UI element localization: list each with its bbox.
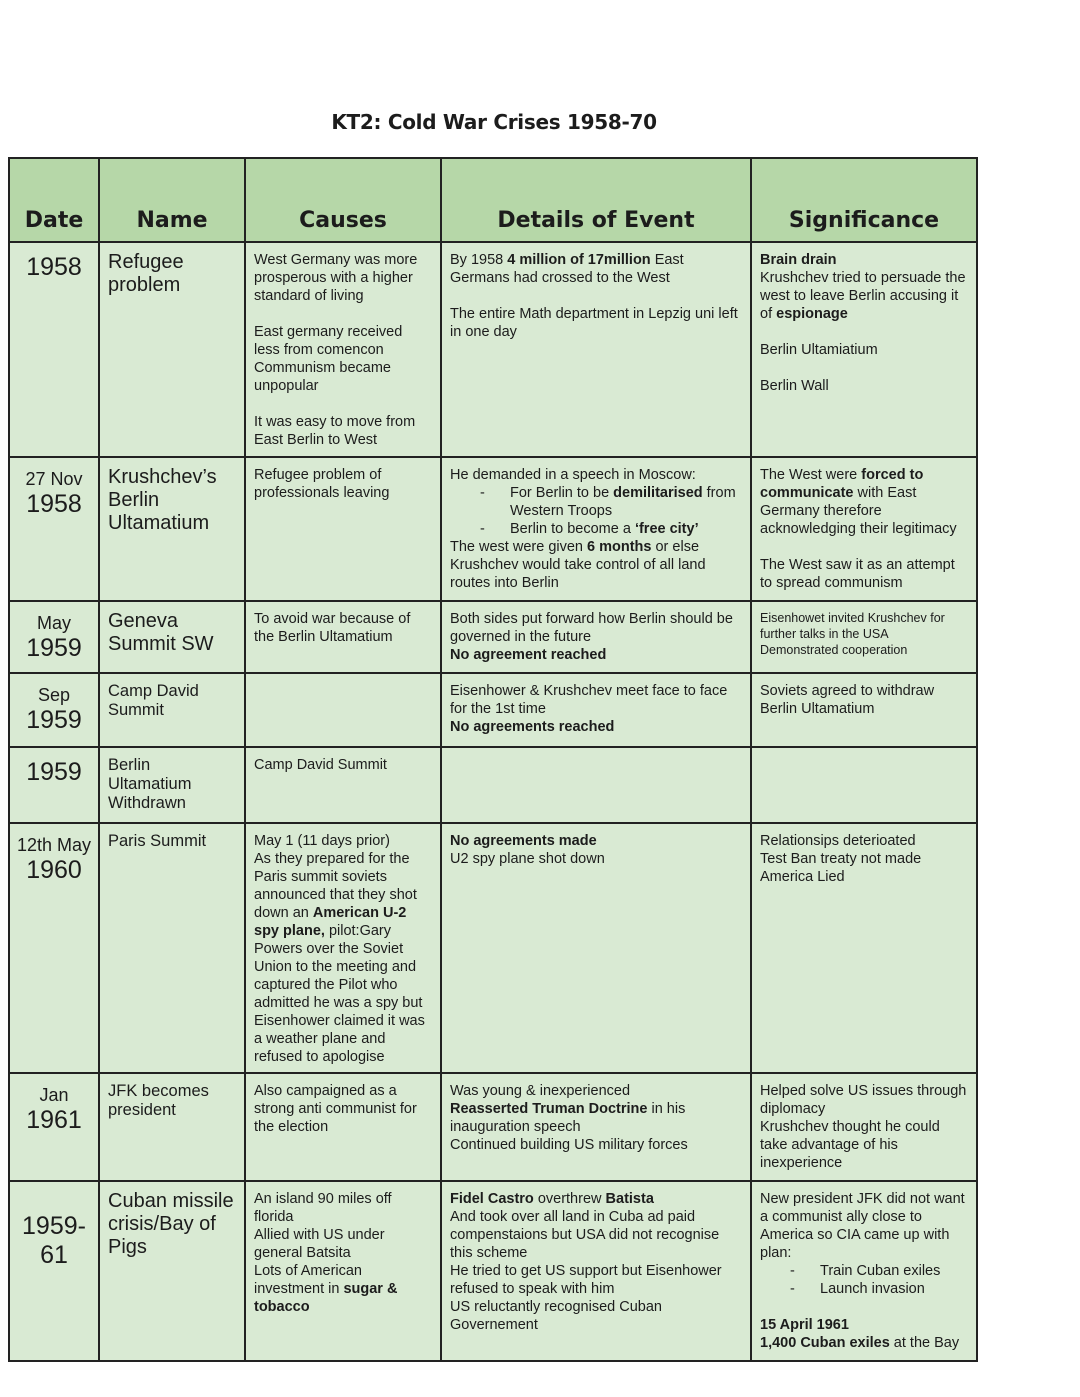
detail-bold: Reasserted Truman Doctrine	[450, 1101, 648, 1117]
detail-text: He tried to get US support but Eisenhower refused to speak with him	[450, 1263, 722, 1297]
date-cell	[9, 242, 99, 457]
significance-cell	[751, 601, 977, 673]
details-cell	[441, 457, 751, 601]
significance-text: Test Ban treaty not made	[760, 851, 922, 867]
significance-text: at the Bay	[889, 1335, 960, 1351]
detail-text: from Western Troops	[510, 485, 736, 519]
date-cell	[9, 457, 99, 601]
significance-cell	[751, 1181, 977, 1361]
significance-text: Krushchev thought he could take advantage of his inexperience	[760, 1119, 940, 1171]
significance-text: Relationsips deterioated	[760, 833, 916, 849]
significance-cell	[751, 673, 977, 747]
detail-bold: ‘free city’	[634, 521, 699, 537]
causes-cell	[245, 601, 441, 673]
cause-text: May 1 (11 days prior)	[254, 833, 390, 849]
date-cell	[9, 823, 99, 1073]
significance-bold: 15 April 1961	[760, 1317, 849, 1333]
significance-cell	[751, 823, 977, 1073]
table-row	[9, 673, 977, 747]
table-row	[9, 457, 977, 601]
date-cell	[9, 1181, 99, 1361]
date-year: 1959-61	[22, 1212, 86, 1269]
detail-text: East Germans had crossed to the West	[450, 252, 684, 286]
name-cell: Krushchev’s Berlin Ultamatium	[99, 457, 245, 601]
date-month: 27 Nov	[25, 469, 83, 489]
significance-cell	[751, 242, 977, 457]
detail-text: overthrew	[533, 1191, 606, 1207]
cause-text: Also campaigned as a strong anti communist for the election	[254, 1083, 417, 1135]
cause-text: East germany received less from comencon	[254, 324, 403, 358]
bullet-item	[450, 520, 742, 538]
cause-text: Camp David Summit	[254, 757, 387, 773]
name-cell: Refugee problem	[99, 242, 245, 457]
cause-text: To avoid war because of the Berlin Ultamatium	[254, 611, 411, 645]
significance-text: Krushchev tried to persuade the west to leave Berlin accusing it of	[760, 270, 966, 322]
date-year: 1959	[26, 706, 82, 734]
significance-cell	[751, 747, 977, 823]
name-cell: Berlin Ultamatium Withdrawn	[99, 747, 245, 823]
date-cell	[9, 673, 99, 747]
cause-text: Lots of American investment in	[254, 1263, 362, 1297]
name-cell: Paris Summit	[99, 823, 245, 1073]
detail-text: or else Krushchev would take control of all land routes into Berlin	[450, 539, 706, 591]
significance-text: Demonstrated cooperation	[760, 643, 908, 657]
detail-text: Eisenhower & Krushchev meet face to face for the 1st time	[450, 683, 728, 717]
date-year: 1961	[26, 1106, 82, 1134]
date-cell	[9, 747, 99, 823]
header-date: Date	[9, 158, 99, 242]
date-year: 1959	[26, 758, 82, 786]
name-cell: Geneva Summit SW	[99, 601, 245, 673]
bullet-item	[450, 484, 742, 520]
significance-text: Helped solve US issues through diplomacy	[760, 1083, 967, 1117]
details-cell	[441, 1181, 751, 1361]
detail-bold: No agreements reached	[450, 719, 615, 735]
cause-text: Allied with US under general Batsita	[254, 1227, 385, 1261]
significance-text: Eisenhowet invited Krushchev for further talks in the USA	[760, 611, 945, 641]
causes-cell	[245, 1073, 441, 1181]
causes-cell	[245, 673, 441, 747]
details-cell	[441, 823, 751, 1073]
date-cell	[9, 601, 99, 673]
page-title: KT2: Cold War Crises 1958-70	[331, 110, 657, 134]
cause-bold: sugar & tobacco	[254, 1281, 398, 1315]
name-cell: JFK becomes president	[99, 1073, 245, 1181]
detail-text: He demanded in a speech in Moscow:	[450, 467, 696, 483]
detail-text: The entire Math department in Lepzig uni left in one day	[450, 306, 738, 340]
detail-text: US reluctantly recognised Cuban Governement	[450, 1299, 662, 1333]
significance-text: America Lied	[760, 869, 845, 885]
significance-bold: Brain drain	[760, 252, 837, 268]
causes-cell	[245, 457, 441, 601]
causes-cell	[245, 747, 441, 823]
significance-text: Soviets agreed to withdraw Berlin Ultamatium	[760, 683, 935, 717]
table-row	[9, 823, 977, 1073]
date-month: 12th May	[16, 835, 92, 855]
table-row	[9, 747, 977, 823]
name-cell: Cuban missile crisis/Bay of Pigs	[99, 1181, 245, 1361]
date-month: Jan	[39, 1085, 69, 1105]
header-details: Details of Event	[441, 158, 751, 242]
bullet-item: - Train Cuban exiles	[760, 1262, 968, 1280]
date-month: Sep	[37, 685, 71, 705]
detail-text: Was young & inexperienced	[450, 1083, 631, 1099]
date-year: 1958	[26, 490, 82, 518]
cause-text: It was easy to move from East Berlin to West	[254, 414, 416, 448]
significance-text: Berlin Ultamiatium	[760, 342, 878, 358]
detail-text: in his inauguration speech	[450, 1101, 686, 1135]
bullet-item: - Launch invasion	[760, 1280, 968, 1298]
date-month: May	[36, 613, 71, 633]
significance-text: New president JFK did not want a communist ally close to America so CIA came up with plan:	[760, 1191, 965, 1261]
header-row	[9, 158, 977, 242]
table-row	[9, 601, 977, 673]
detail-bold: 6 months	[587, 539, 652, 555]
details-cell	[441, 1073, 751, 1181]
detail-text: Continued building US military forces	[450, 1137, 688, 1153]
detail-bold: Batista	[605, 1191, 654, 1207]
cause-text: An island 90 miles off florida	[254, 1191, 392, 1225]
detail-bold: demilitarised	[613, 485, 703, 501]
cause-text: pilot:Gary Powers over the Soviet Union to the meeting and captured the Pilot who admitted he was a spy but Eisenhower claimed it was a weather plane and refused to apologise	[254, 923, 425, 1065]
date-year: 1959	[26, 634, 82, 662]
significance-text: Berlin Wall	[760, 378, 829, 394]
detail-text: Both sides put forward how Berlin should be governed in the future	[450, 611, 733, 645]
crises-table	[8, 157, 978, 1362]
date-cell	[9, 1073, 99, 1181]
causes-cell	[245, 242, 441, 457]
detail-text: Berlin to become a	[510, 521, 635, 537]
detail-text: The west were given	[450, 539, 588, 555]
table-row	[9, 1073, 977, 1181]
detail-bold: No agreement reached	[450, 647, 607, 663]
causes-cell	[245, 823, 441, 1073]
significance-bold: forced to communicate	[760, 467, 924, 501]
significance-cell	[751, 1073, 977, 1181]
significance-bold: 1,400 Cuban exiles	[760, 1335, 890, 1351]
cause-text: Communism became unpopular	[254, 360, 391, 394]
significance-text: The West were	[760, 467, 862, 483]
table-row	[9, 242, 977, 457]
details-cell	[441, 747, 751, 823]
cause-bold: American U-2 spy plane,	[254, 905, 407, 939]
detail-text: By 1958	[450, 252, 508, 268]
header-causes: Causes	[245, 158, 441, 242]
details-cell	[441, 601, 751, 673]
detail-text: For Berlin to be	[510, 485, 614, 501]
causes-cell	[245, 1181, 441, 1361]
significance-bold: espionage	[776, 306, 848, 322]
table-row	[9, 1181, 977, 1361]
significance-text: The West saw it as an attempt to spread communism	[760, 557, 955, 591]
significance-text: with East Germany therefore acknowledging their legitimacy	[760, 485, 957, 537]
name-cell: Camp David Summit	[99, 673, 245, 747]
cause-text: As they prepared for the Paris summit soviets announced that they shot down an	[254, 851, 417, 921]
detail-text: U2 spy plane shot down	[450, 851, 605, 867]
cause-text: West Germany was more prosperous with a higher standard of living	[254, 252, 418, 304]
header-significance: Significance	[751, 158, 977, 242]
significance-cell	[751, 457, 977, 601]
cause-text: Refugee problem of professionals leaving	[254, 467, 390, 501]
header-name: Name	[99, 158, 245, 242]
date-year: 1960	[26, 856, 82, 884]
detail-bold: 4 million of 17million	[507, 252, 651, 268]
details-cell	[441, 673, 751, 747]
detail-text: And took over all land in Cuba ad paid compenstaions but USA did not recognise this scheme	[450, 1209, 720, 1261]
details-cell	[441, 242, 751, 457]
detail-bold: Fidel Castro	[450, 1191, 534, 1207]
date-year: 1958	[26, 253, 82, 281]
detail-bold: No agreements made	[450, 833, 597, 849]
